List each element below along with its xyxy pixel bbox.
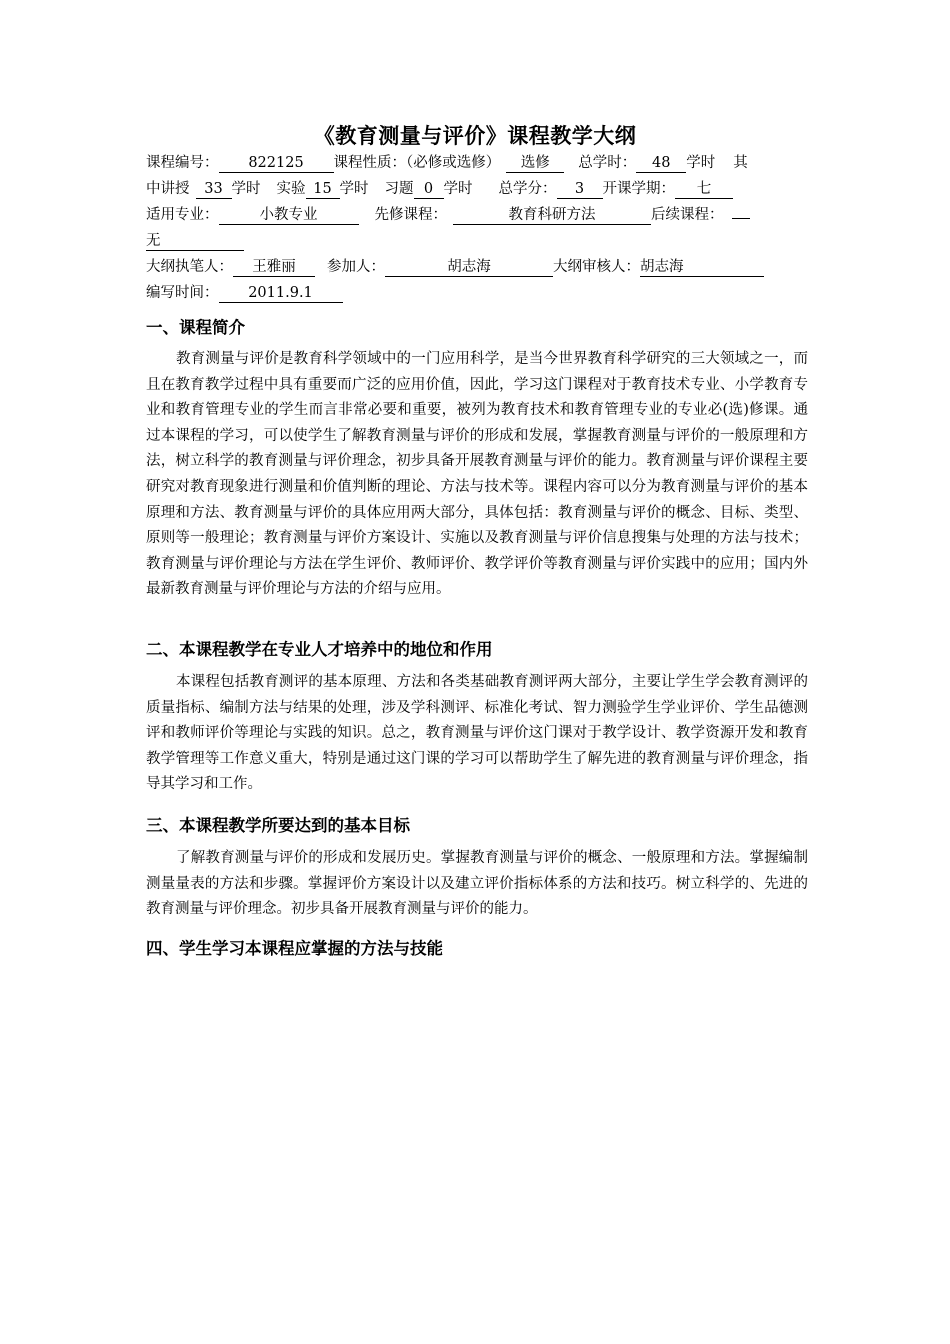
course-nature-value: 选修 xyxy=(506,154,564,173)
course-nature-label: 课程性质：（必修或选修） xyxy=(333,155,501,171)
info-line-5 xyxy=(146,254,816,280)
lecture-hours-unit: 学时 xyxy=(231,181,261,197)
section-heading-intro: 一、课程简介 xyxy=(146,318,245,337)
followup-underline xyxy=(732,218,750,219)
lecture-label: 中讲授 xyxy=(146,181,190,197)
exercise-hours-unit: 学时 xyxy=(443,181,473,197)
prereq-value: 教育科研方法 xyxy=(453,206,651,225)
credits-label: 总学分： xyxy=(498,181,557,197)
lecture-hours-value: 33 xyxy=(196,180,232,199)
author-label: 大纲执笔人： xyxy=(146,259,233,275)
reviewer-value: 胡志海 xyxy=(640,258,764,277)
semester-label: 开课学期： xyxy=(602,181,675,197)
section-heading-skills: 四、学生学习本课程应掌握的方法与技能 xyxy=(146,939,443,958)
info-line-2 xyxy=(146,176,816,202)
course-code-label: 课程编号： xyxy=(146,155,219,171)
followup-value: 无 xyxy=(146,232,244,251)
date-value: 2011.9.1 xyxy=(219,284,343,303)
participant-label: 参加人： xyxy=(327,259,385,275)
exercise-hours-value: 0 xyxy=(414,180,444,199)
section-body-intro: 教育测量与评价是教育科学领域中的一门应用科学，是当今世界教育科学研究的三大领域之一，而且在教育教学过程中具有重要而广泛的应用价值，因此，学习这门课程对于教育技术专业、小学教育专业和教育管理专业的学生而言非常必要和重要，被列为教育技术和教育管理专业的专业必(选)修课。通过本课程的学习，可以使学生了解教育测量与评价的形成和发展，掌握教育测量与评价的一般原理和方法，树立科学的教育测量与评价理念，初步具备开展教育测量与评价的能力。教育测量与评价课程主要研究对教育现象进行测量和价值判断的理论、方法与技术等。课程内容可以分为教育测量与评价的基本原理和方法、教育测量与评价的具体应用两大部分，具体包括：教育测量与评价的概念、目标、类型、原则等一般理论；教育测量与评价方案设计、实施以及教育测量与评价信息搜集与处理的方法与技术；教育测量与评价理论与方法在学生评价、教师评价、教学评价等教育测量与评价实践中的应用；国内外最新教育测量与评价理论与方法的介绍与应用。 xyxy=(146,351,808,598)
document-title: 《教育测量与评价》课程教学大纲 xyxy=(313,124,637,148)
lab-hours-unit: 学时 xyxy=(339,181,369,197)
semester-value: 七 xyxy=(675,180,733,199)
among-label: 其 xyxy=(733,155,748,171)
total-hours-value: 48 xyxy=(636,154,686,173)
total-hours-unit: 学时 xyxy=(686,155,716,171)
reviewer-label: 大纲审核人： xyxy=(553,259,640,275)
exercise-label: 习题 xyxy=(384,181,414,197)
info-line-6 xyxy=(146,280,816,306)
author-value: 王雅丽 xyxy=(233,258,315,277)
section-body-goals: 了解教育测量与评价的形成和发展历史。掌握教育测量与评价的概念、一般原理和方法。掌握编制测量量表的方法和步骤。掌握评价方案设计以及建立评价指标体系的方法和技巧。树立科学的、先进的教育测量与评价理念。初步具备开展教育测量与评价的能力。 xyxy=(146,850,808,918)
course-code-value: 822125 xyxy=(219,154,334,173)
section-heading-goals: 三、本课程教学所要达到的基本目标 xyxy=(146,816,410,835)
prereq-label: 先修课程： xyxy=(374,207,447,223)
followup-label: 后续课程： xyxy=(651,207,724,223)
info-line-1 xyxy=(146,150,816,176)
lab-label: 实验 xyxy=(276,181,306,197)
info-line-4 xyxy=(146,228,816,254)
major-label: 适用专业： xyxy=(146,207,219,223)
section-heading-role: 二、本课程教学在专业人才培养中的地位和作用 xyxy=(146,640,493,659)
lab-hours-value: 15 xyxy=(306,180,340,199)
date-label: 编写时间： xyxy=(146,285,219,301)
section-body-role: 本课程包括教育测评的基本原理、方法和各类基础教育测评两大部分，主要让学生学会教育测评的质量指标、编制方法与结果的处理，涉及学科测评、标准化考试、智力测验学生学业评价、学生品德测评和教师评价等理论与实践的知识。总之，教育测量与评价这门课对于教学设计、教学资源开发和教育教学管理等工作意义重大，特别是通过这门课的学习可以帮助学生了解先进的教育测量与评价理念，指导其学习和工作。 xyxy=(146,674,808,793)
credits-value: 3 xyxy=(557,180,603,199)
total-hours-label: 总学时： xyxy=(578,155,637,171)
major-value: 小教专业 xyxy=(219,206,359,225)
info-line-3 xyxy=(146,202,816,228)
participant-value: 胡志海 xyxy=(385,258,553,277)
